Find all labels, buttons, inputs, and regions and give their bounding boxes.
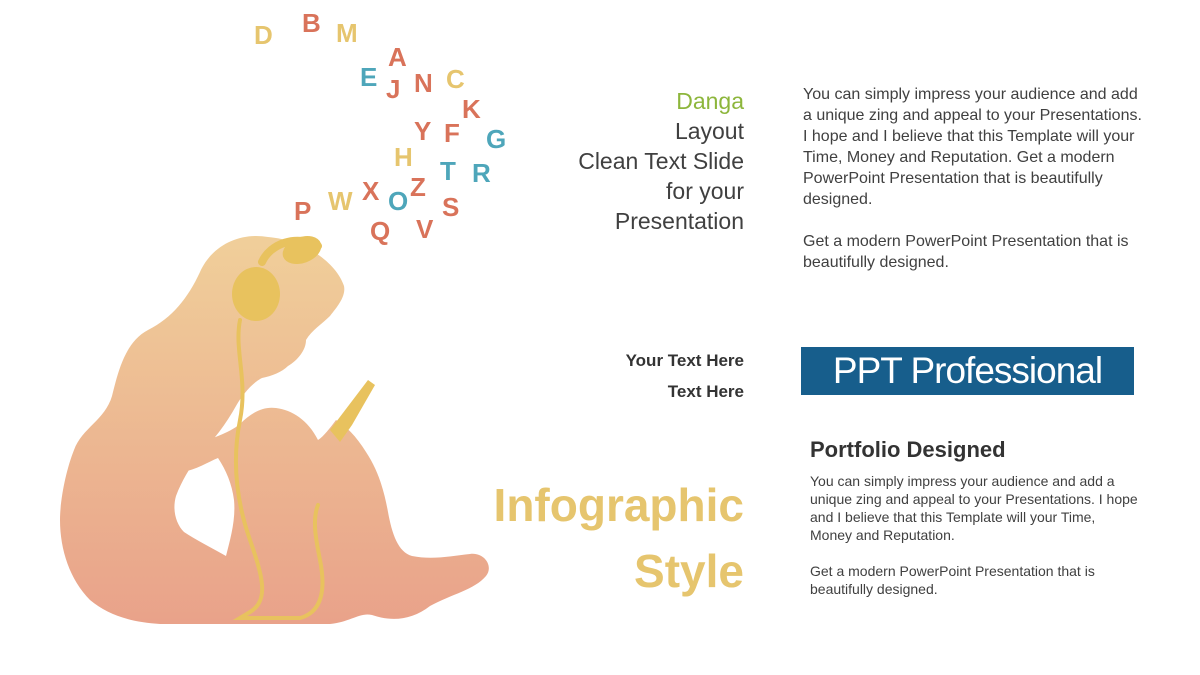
intro-text: You can simply impress your audience and add a unique zing and appeal to your Presentations. I hope and I believe that this Template will your Time, Money and Reputation. Get a modern PowerPoint Presentation that is beautifully designed.	[803, 86, 1142, 208]
infographic-line: Style	[634, 545, 744, 597]
title-line: for your	[666, 178, 744, 204]
floating-letter: C	[446, 64, 465, 94]
floating-letter: W	[328, 186, 353, 216]
floating-letter: J	[386, 74, 401, 104]
floating-letter: H	[394, 142, 413, 172]
floating-letter: Z	[410, 172, 426, 202]
floating-letter: A	[388, 42, 407, 72]
floating-letter: R	[472, 158, 491, 188]
infographic-heading	[494, 472, 744, 604]
title-line: Clean Text Slide	[578, 148, 744, 174]
floating-letter: N	[414, 68, 433, 98]
floating-letter: B	[302, 8, 321, 38]
floating-letter: T	[440, 156, 456, 186]
floating-letter: F	[444, 118, 460, 148]
floating-letter: X	[362, 176, 380, 206]
floating-letter: S	[442, 192, 460, 222]
portfolio-title: Portfolio Designed	[810, 437, 1006, 462]
ppt-professional-banner: PPT Professional	[801, 347, 1134, 395]
floating-letter: Y	[414, 116, 432, 146]
intro-paragraph	[803, 84, 1143, 294]
title-line: Presentation	[614, 208, 744, 234]
floating-letter: O	[388, 186, 409, 216]
subtext-line: Your Text Here	[625, 351, 744, 370]
subtext-line: Text Here	[667, 382, 744, 401]
girl-reading-silhouette-icon	[0, 0, 520, 675]
subtext-block	[626, 345, 744, 407]
infographic-line: Infographic	[493, 479, 744, 531]
title-line: Layout	[674, 118, 744, 144]
floating-letter: V	[416, 214, 434, 244]
floating-letter: M	[336, 18, 358, 48]
floating-letter: E	[360, 62, 378, 92]
title-accent: Danga	[676, 88, 744, 114]
floating-letter: K	[462, 94, 481, 124]
floating-letter: G	[486, 124, 507, 154]
portfolio-paragraph	[810, 472, 1140, 616]
floating-letter: P	[294, 196, 312, 226]
portfolio-text: Get a modern PowerPoint Presentation that is beautifully designed.	[810, 563, 1095, 597]
intro-text: Get a modern PowerPoint Presentation that is beautifully designed.	[803, 233, 1129, 271]
portfolio-text: You can simply impress your audience and add a unique zing and appeal to your Presentations. I hope and I believe that this Template will your Time, Money and Reputation.	[810, 473, 1138, 543]
floating-letter: Q	[370, 216, 391, 246]
slide-title	[578, 86, 744, 236]
floating-letter: D	[254, 20, 273, 50]
